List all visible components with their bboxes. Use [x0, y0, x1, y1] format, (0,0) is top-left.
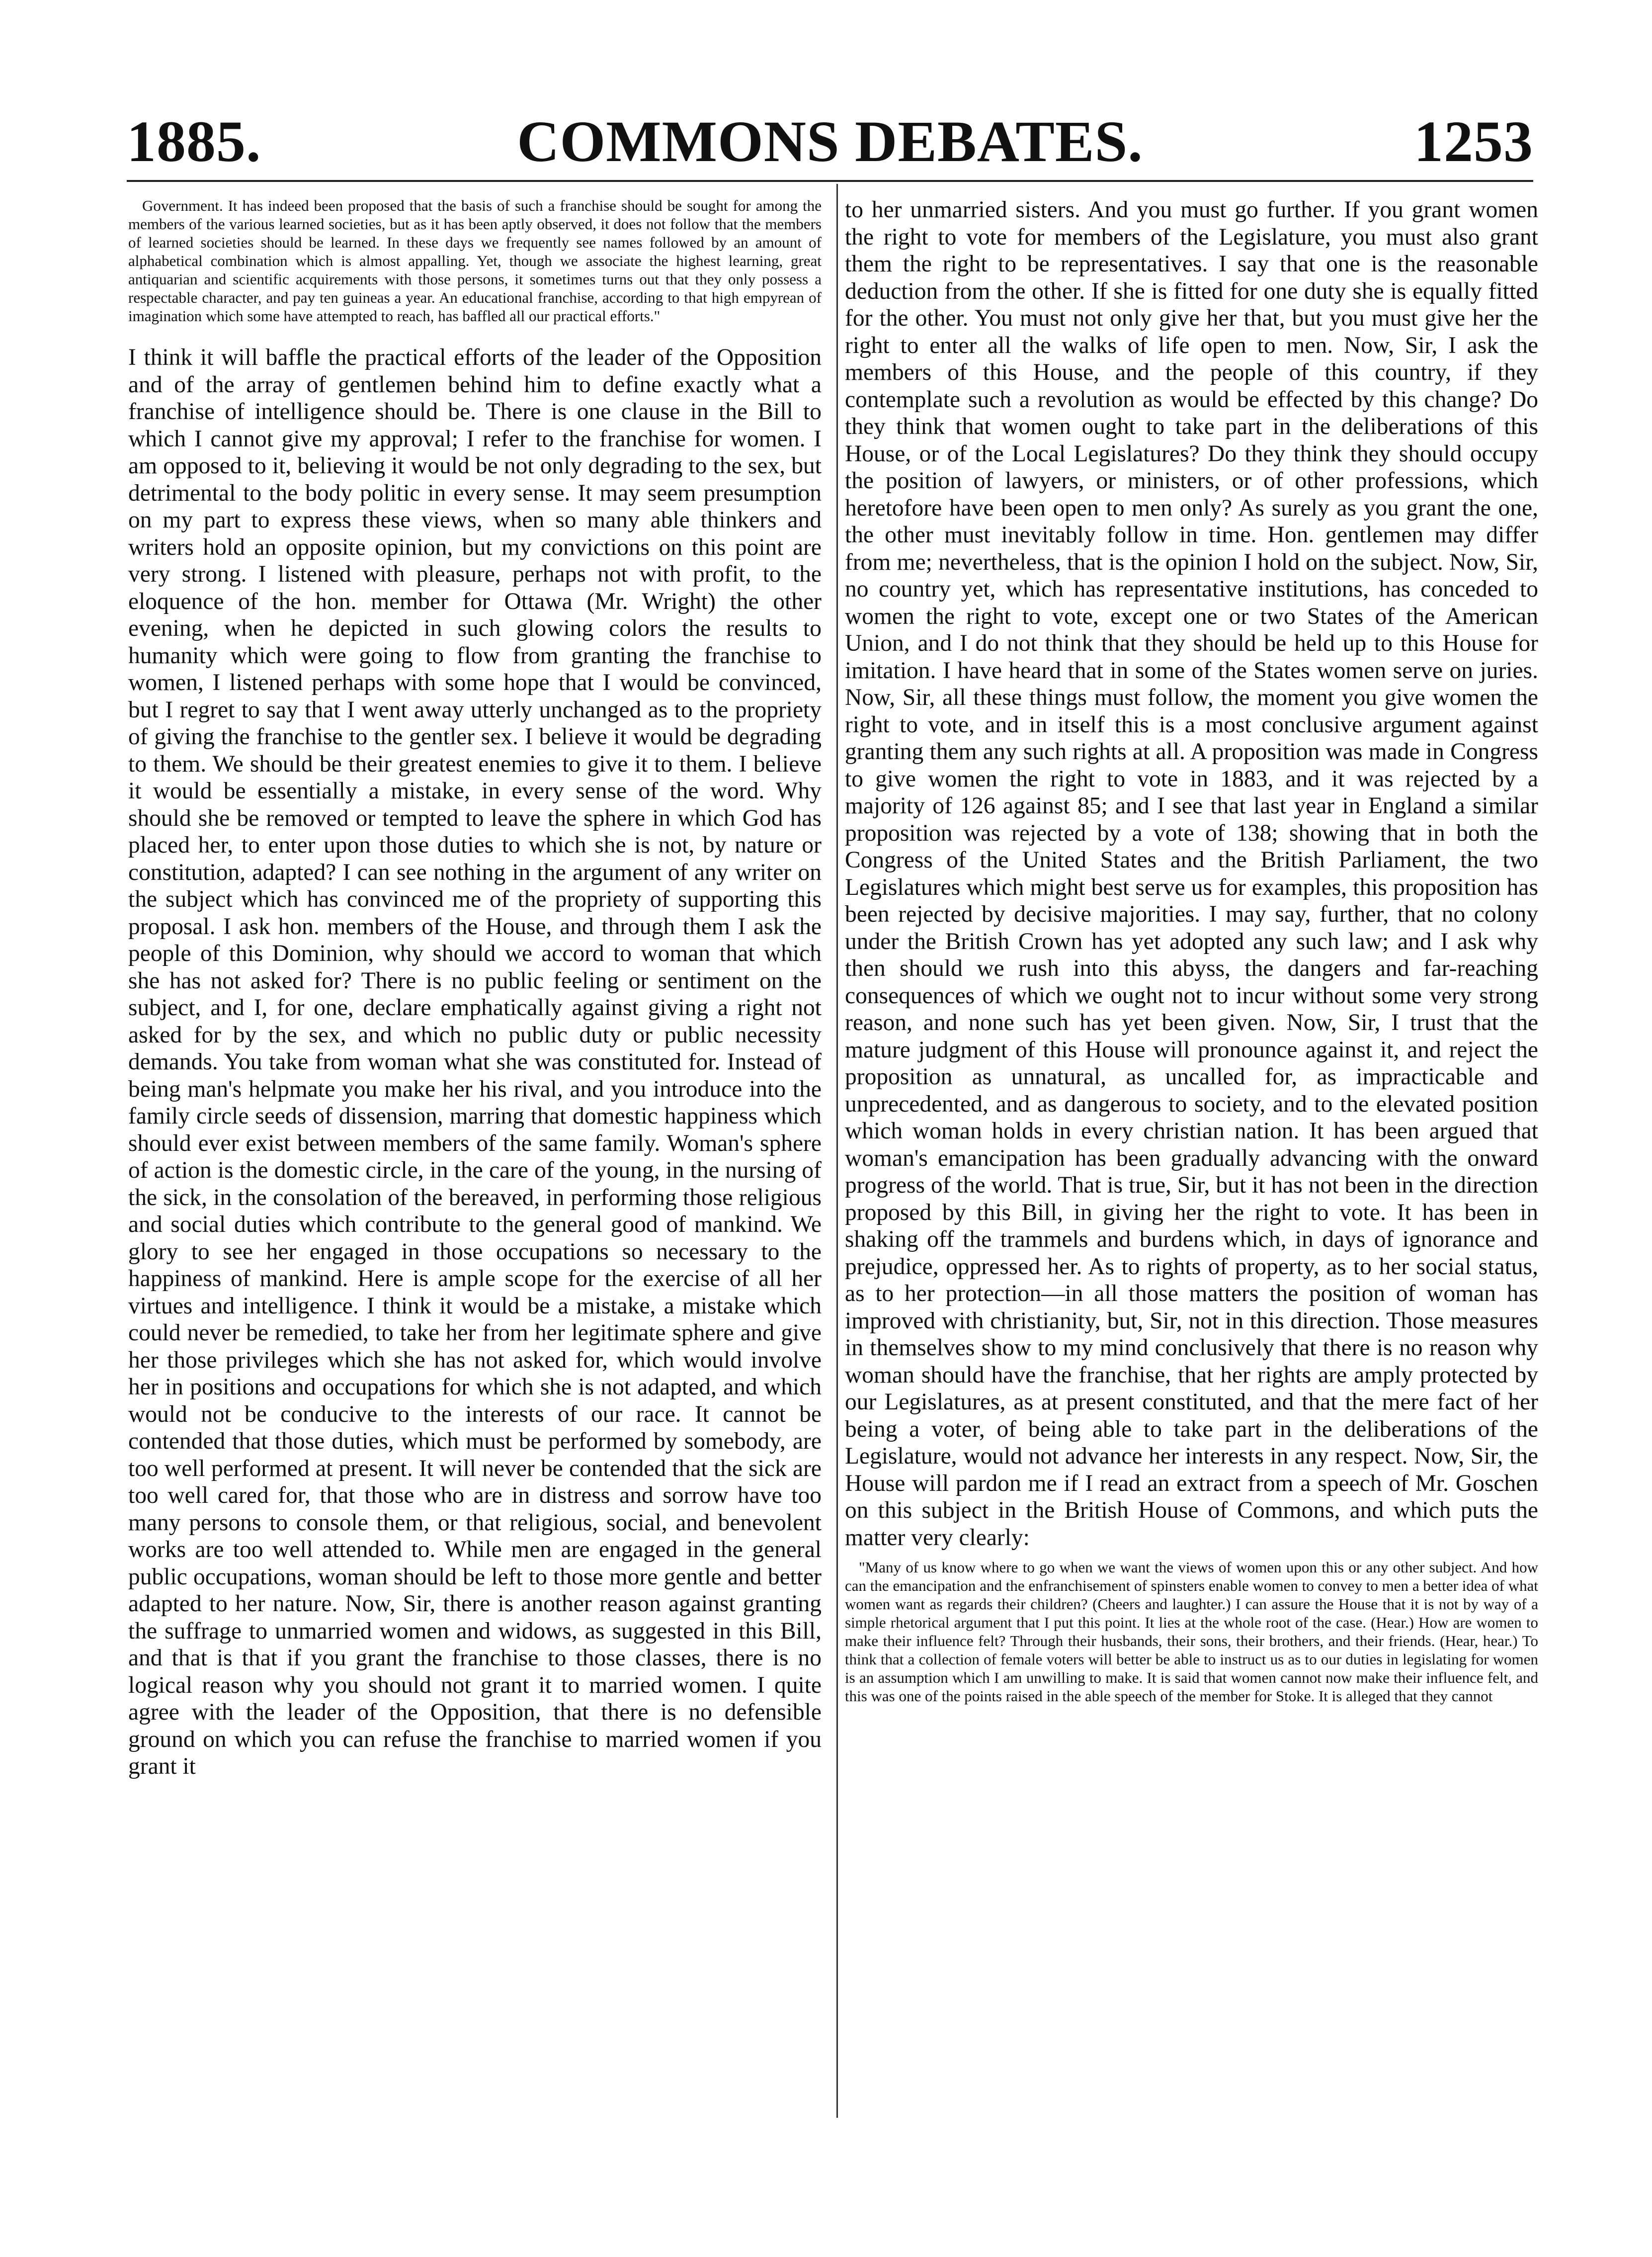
quotation-block: Government. It has indeed been proposed that the basis of such a franchise should be sought for among the members of the various learned societies, but as it has been aptly observed, it does not follow that the members of learned societies should be learned. In these days we frequently see names followed by an amount of alphabetical combination which is almost appalling. Yet, though we associate the highest learning, great antiquarian and scientific acquirements with those persons, it sometimes turns out that they only possess a respectable character, and pay ten guineas a year. An educational franchise, according to that high empyrean of imagination which some have attempted to reach, has baffled all our practical efforts.": [128, 197, 822, 325]
left-column: [128, 196, 822, 1780]
column-divider: [836, 184, 838, 2118]
quotation-block: "Many of us know where to go when we want the views of women upon this or any other subject. And how can the emancipation and the enfranchisement of spinsters enable women to convey to men a better idea of what women want as regards their children? (Cheers and laughter.) I can assure the House that it is not by way of a simple rhetorical argument that I put this point. It lies at the whole root of the case. (Hear.) How are women to make their influence felt? Through their husbands, their sons, their brothers, and their friends. (Hear, hear.) To think that a collection of female voters will better be able to instruct us as to our duties in legislating for women is an assumption which I am unwilling to make. It is said that women cannot now make their influence felt, and this was one of the points raised in the able speech of the member for Stoke. It is alleged that they cannot: [845, 1559, 1538, 1705]
body-paragraph: I think it will baffle the practical efforts of the leader of the Opposition and of the array of gentlemen behind him to define exactly what a franchise of intelligence should be. There is one clause in the Bill to which I cannot give my approval; I refer to the franchise for women. I am opposed to it, believing it would be not only degrading to the sex, but detrimental to the body politic in every sense. It may seem presumption on my part to express these views, when so many able thinkers and writers hold an opposite opinion, but my convictions on this point are very strong. I listened with pleasure, perhaps not with profit, to the eloquence of the hon. member for Ottawa (Mr. Wright) the other evening, when he depicted in such glowing colors the results to humanity which were going to flow from granting the franchise to women, I listened perhaps with some hope that I would be convinced, but I regret to say that I went away utterly unchanged as to the propriety of giving the franchise to the gentler sex. I believe it would be degrading to them. We should be their greatest enemies to give it to them. I believe it would be essentially a mistake, in every sense of the word. Why should she be removed or tempted to leave the sphere in which God has placed her, to enter upon those duties to which she is not, by nature or constitution, adapted? I can see nothing in the argument of any writer on the subject which has convinced me of the propriety of supporting this proposal. I ask hon. members of the House, and through them I ask the people of this Dominion, why should we accord to woman that which she has not asked for? There is no public feeling or sentiment on the subject, and I, for one, declare emphatically against giving a right not asked for by the sex, and which no public duty or public necessity demands. You take from woman what she was constituted for. Instead of being man's helpmate you make her his rival, and you introduce into the family circle seeds of dissension, marring that domestic happiness which should ever exist between members of the same family. Woman's sphere of action is the domestic circle, in the care of the young, in the nursing of the sick, in the consolation of the bereaved, in performing those religious and social duties which contribute to the general good of mankind. We glory to see her engaged in those occupations so necessary to the happiness of mankind. Here is ample scope for the exercise of all her virtues and intelligence. I think it would be a mistake, a mistake which could never be remedied, to take her from her legitimate sphere and give her those privileges which she has not asked for, which would involve her in positions and occupations for which she is not adapted, and which would not be conducive to the interests of our race. It cannot be contended that those duties, which must be performed by somebody, are too well performed at present. It will never be contended that the sick are too well cared for, that those who are in distress and sorrow have too many persons to console them, or that religious, social, and benevolent works are too well attended to. While men are engaged in the general public occupations, woman should be left to those more gentle and better adapted to her nature. Now, Sir, there is another reason against granting the suffrage to unmarried women and widows, as suggested in this Bill, and that is that if you grant the franchise to those classes, there is no logical reason why you should not grant it to married women. I quite agree with the leader of the Opposition, that there is no defensible ground on which you can refuse the franchise to married women if you grant it: [128, 345, 822, 1779]
page-number: 1253: [1414, 109, 1533, 174]
right-column: [845, 196, 1538, 1705]
body-paragraph: to her unmarried sisters. And you must go further. If you grant women the right to vote for members of the Legislature, you must also grant them the right to be representatives. I say that one is the reasonable deduction from the other. If she is fitted for one duty she is equally fitted for the other. You must not only give her that, but you must give her the right to enter all the walks of life open to men. Now, Sir, I ask the members of this House, and the people of this country, if they contemplate such a revolution as would be effected by this change? Do they think that women ought to take part in the deliberations of this House, or of the Local Legislatures? Do they think they should occupy the position of lawyers, or ministers, or of other professions, which heretofore have been open to men only? As surely as you grant the one, the other must inevitably follow in time. Hon. gentlemen may differ from me; nevertheless, that is the opinion I hold on the subject. Now, Sir, no country yet, which has representative institutions, has conceded to women the right to vote, except one or two States of the American Union, and I do not think that they should be held up to this House for imitation. I have heard that in some of the States women serve on juries. Now, Sir, all these things must follow, the moment you give women the right to vote, and in itself this is a most conclusive argument against granting them any such rights at all. A proposition was made in Congress to give women the right to vote in 1883, and it was rejected by a majority of 126 against 85; and I see that last year in England a similar proposition was rejected by a vote of 138; showing that in both the Congress of the United States and the British Parliament, the two Legislatures which might best serve us for examples, this proposition has been rejected by decisive majorities. I may say, further, that no colony under the British Crown has yet adopted any such law; and I ask why then should we rush into this abyss, the dangers and far-reaching consequences of which we ought not to incur without some very strong reason, and none such has yet been given. Now, Sir, I trust that the mature judgment of this House will pronounce against it, and reject the proposition as unnatural, as uncalled for, as impracticable and unprecedented, and as dangerous to society, and to the elevated position which woman holds in every christian nation. It has been argued that woman's emancipation has been gradually advancing with the onward progress of the world. That is true, Sir, but it has not been in the direction proposed by this Bill, in giving her the right to vote. It has been in shaking off the trammels and burdens which, in days of ignorance and prejudice, oppressed her. As to rights of property, as to her social status, as to her protection—in all those matters the position of woman has improved with christianity, but, Sir, not in this direction. Those measures in themselves show to my mind conclusively that there is no reason why woman should have the franchise, that her rights are amply protected by our Legislatures, as at present constituted, and that the mere fact of her being a voter, of being able to take part in the deliberations of the Legislature, would not advance her interests in any respect. Now, Sir, the House will pardon me if I read an extract from a speech of Mr. Goschen on this subject in the British House of Commons, and which puts the matter very clearly:: [845, 197, 1538, 1551]
page-header: [127, 109, 1533, 174]
header-year: 1885.: [127, 109, 261, 174]
header-rule: [127, 180, 1533, 182]
header-title: COMMONS DEBATES.: [517, 109, 1143, 174]
